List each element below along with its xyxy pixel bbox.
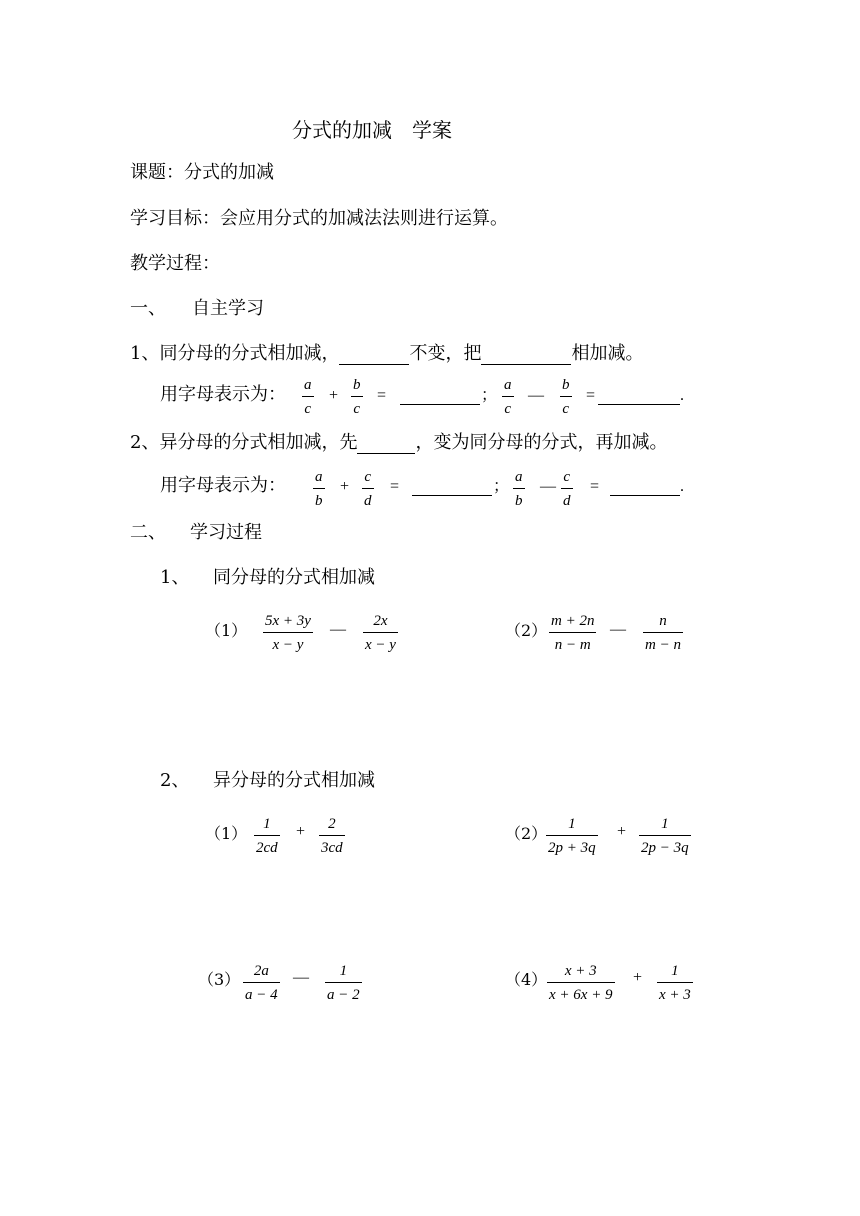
q1-frac-3: a c (504, 377, 512, 417)
q2-blank-1[interactable] (357, 435, 415, 454)
problem-2-1-label: （1） (205, 824, 248, 843)
q2-frac-1: a b (315, 469, 323, 509)
q2-period: . (680, 478, 684, 495)
problem-2-2-label: （2） (505, 824, 548, 843)
q1-text-c: 相加减。 (571, 343, 644, 364)
q1-period: . (680, 387, 684, 404)
problem-2-2-frac-1: 1 2p + 3q (548, 816, 596, 856)
q2-answer-blank-1[interactable] (412, 477, 492, 496)
problem-1-1-frac-2: 2x x − y (365, 613, 396, 653)
problem-2-3-op: — (293, 969, 309, 986)
goal-line: 学习目标：会应用分式的加减法法则进行运算。 (130, 208, 508, 229)
q2-expr-label: 用字母表示为： (160, 475, 286, 496)
sub1-number: 1、 (160, 567, 190, 588)
problem-2-4-label: （4） (505, 970, 548, 989)
q1-equals-2: = (586, 387, 596, 404)
problem-1-2-frac-1: m + 2n n − m (551, 613, 595, 653)
problem-2-4-op: + (633, 969, 643, 986)
problem-2-4-frac-1: x + 3 x + 6x + 9 (549, 963, 613, 1003)
q1-answer-blank-1[interactable] (400, 386, 480, 405)
problem-1-2-label: （2） (505, 621, 548, 640)
problem-1-2-frac-2: n m − n (645, 613, 681, 653)
q1-minus: — (528, 387, 544, 404)
q2-text (130, 432, 667, 454)
problem-2-3-frac-1: 2a a − 4 (245, 963, 278, 1003)
process-line: 教学过程： (130, 253, 220, 274)
q1-frac-2: b c (353, 377, 361, 417)
q1-frac-1: a c (304, 377, 312, 417)
problem-1-2-op: — (610, 621, 626, 638)
q1-expr-label: 用字母表示为： (160, 384, 286, 405)
q2-equals-1: = (390, 478, 400, 495)
q2-minus: — (540, 478, 556, 495)
q1-blank-2[interactable] (481, 346, 571, 365)
problem-1-1-frac-1: 5x + 3y x − y (265, 613, 311, 653)
q2-answer-blank-2[interactable] (610, 477, 680, 496)
page-title: 分式的加减 学案 (292, 118, 452, 142)
problem-2-2-frac-2: 1 2p − 3q (641, 816, 689, 856)
problem-2-4-frac-2: 1 x + 3 (659, 963, 691, 1003)
problem-2-3-frac-2: 1 a − 2 (327, 963, 360, 1003)
q1-plus: + (329, 387, 339, 404)
q2-frac-3: a b (515, 469, 523, 509)
problem-1-1-label: （1） (205, 621, 248, 640)
q1-answer-blank-2[interactable] (598, 386, 680, 405)
sub2-title: 异分母的分式相加减 (213, 770, 375, 791)
q2-semicolon: ； (493, 478, 510, 495)
section1-title: 自主学习 (192, 298, 264, 319)
q1-text-b: 不变，把 (409, 343, 482, 364)
q2-text-b: ，变为同分母的分式，再加减。 (415, 432, 668, 453)
q2-equals-2: = (590, 478, 600, 495)
q1-text-a: 1、同分母的分式相加减， (130, 343, 340, 364)
section1-number: 一、 (130, 298, 166, 319)
problem-1-1-op: — (330, 621, 346, 638)
q1-text (130, 343, 643, 365)
problem-2-1-op: + (296, 823, 306, 840)
section2-title: 学习过程 (190, 522, 262, 543)
problem-2-2-op: + (617, 823, 627, 840)
q2-plus: + (340, 478, 350, 495)
q1-equals-1: = (377, 387, 387, 404)
topic-line: 课题：分式的加减 (130, 162, 274, 183)
sub2-number: 2、 (160, 770, 190, 791)
q2-frac-2: c d (364, 469, 372, 509)
q1-semicolon: ； (481, 387, 498, 404)
q2-frac-4: c d (563, 469, 571, 509)
problem-2-1-frac-1: 1 2cd (256, 816, 278, 856)
q1-blank-1[interactable] (339, 346, 409, 365)
sub1-title: 同分母的分式相加减 (213, 567, 375, 588)
q2-text-a: 2、异分母的分式相加减，先 (130, 432, 358, 453)
problem-2-1-frac-2: 2 3cd (321, 816, 343, 856)
problem-2-3-label: （3） (198, 970, 241, 989)
section2-number: 二、 (130, 522, 166, 543)
q1-frac-4: b c (562, 377, 570, 417)
